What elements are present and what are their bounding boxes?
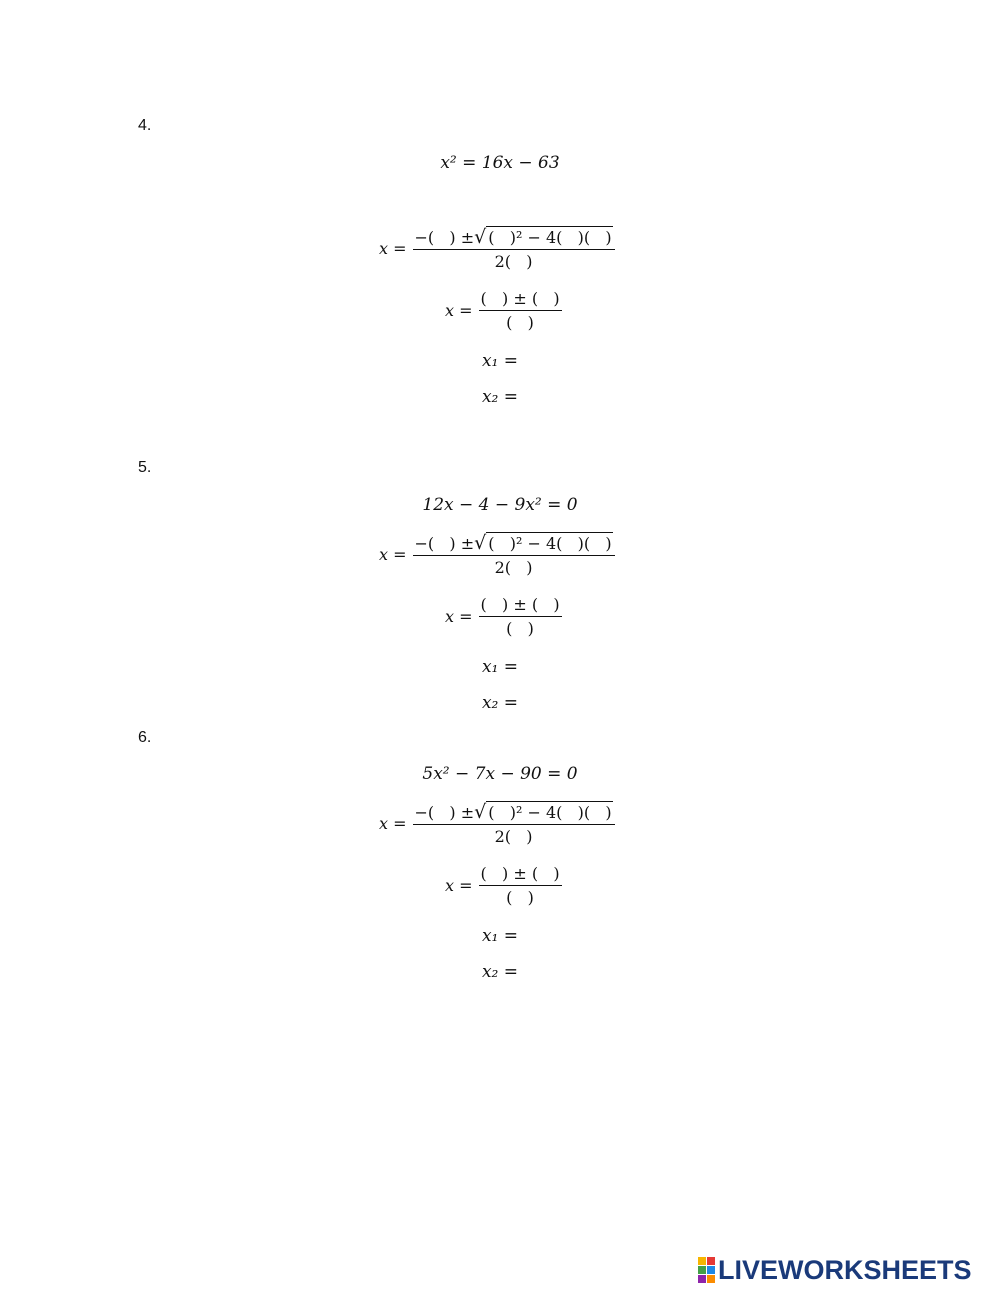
simplified-denominator: ( ): [479, 616, 562, 638]
simplified-formula: [445, 864, 562, 907]
quadratic-formula: [379, 532, 615, 577]
simplified-denominator: ( ): [479, 885, 562, 907]
formula-lhs: x =: [379, 239, 407, 258]
radicand: ( )² − 4( )( ): [488, 534, 612, 553]
root-1: x₁ =: [481, 926, 519, 946]
root-2: x₂ =: [481, 387, 519, 407]
problem-equation: 5x² − 7x − 90 = 0: [422, 764, 578, 784]
quadratic-formula: [379, 226, 615, 271]
liveworksheets-logo-icon: [698, 1257, 715, 1283]
simplified-formula: [445, 595, 562, 638]
logo-text: LIVEWORKSHEETS: [718, 1255, 972, 1285]
formula-lhs: x =: [379, 814, 407, 833]
root-1: x₁ =: [481, 657, 519, 677]
radicand: ( )² − 4( )( ): [488, 228, 612, 247]
simplified-formula: [445, 289, 562, 332]
problem-equation: x² = 16x − 63: [440, 153, 560, 173]
formula-denominator: 2( ): [413, 249, 615, 271]
radicand: ( )² − 4( )( ): [488, 803, 612, 822]
simplified-denominator: ( ): [479, 310, 562, 332]
simplified-numerator: ( ) ± ( ): [480, 289, 560, 308]
problem-number: 4.: [138, 117, 152, 134]
formula-denominator: 2( ): [413, 824, 615, 846]
simplified-numerator: ( ) ± ( ): [480, 595, 560, 614]
formula-denominator: 2( ): [413, 555, 615, 577]
numerator-prefix: −( ) ±: [414, 534, 475, 553]
root-1: x₁ =: [481, 351, 519, 371]
root-2: x₂ =: [481, 962, 519, 982]
simplified-lhs: x =: [445, 876, 473, 895]
numerator-prefix: −( ) ±: [414, 228, 475, 247]
simplified-numerator: ( ) ± ( ): [480, 864, 560, 883]
problem-number: 5.: [138, 459, 152, 476]
problem-equation: 12x − 4 − 9x² = 0: [422, 495, 578, 515]
numerator-prefix: −( ) ±: [414, 803, 475, 822]
simplified-lhs: x =: [445, 607, 473, 626]
simplified-lhs: x =: [445, 301, 473, 320]
quadratic-formula: [379, 801, 615, 846]
problem-number: 6.: [138, 729, 152, 746]
root-2: x₂ =: [481, 693, 519, 713]
liveworksheets-logo: [698, 1256, 972, 1284]
square-root-icon: √: [474, 532, 487, 554]
formula-lhs: x =: [379, 545, 407, 564]
square-root-icon: √: [474, 226, 487, 248]
square-root-icon: √: [474, 801, 487, 823]
